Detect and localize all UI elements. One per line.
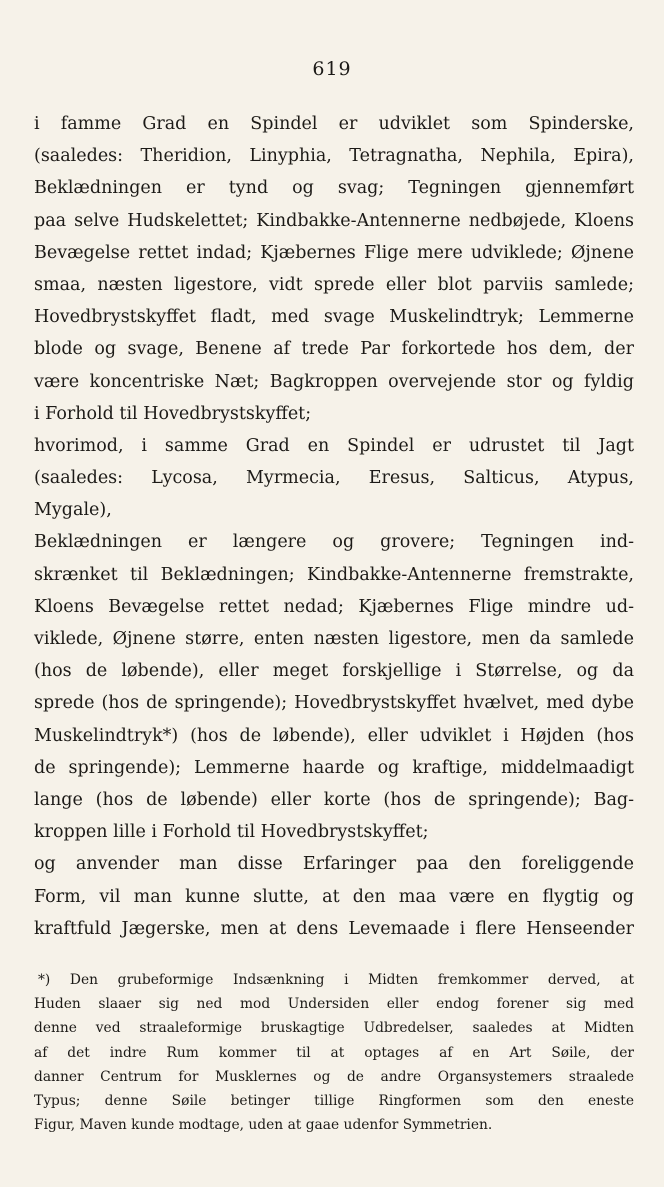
footnote-line: *) Den grubeformige Indsænkning i Midten fremkommer derved, at	[38, 972, 634, 988]
body-line: skrænket til Beklædningen; Kindbakke-Antennerne fremstrakte,	[34, 564, 634, 585]
body-line: hvorimod, i samme Grad en Spindel er udrustet til Jagt	[34, 435, 634, 456]
body-line: og anvender man disse Erfaringer paa den foreliggende	[34, 854, 634, 875]
body-text	[34, 108, 634, 945]
footnote-line: Huden slaaer sig ned mod Undersiden eller endog forener sig med	[34, 996, 634, 1013]
body-line: Bevægelse rettet indad; Kjæbernes Flige mere udviklede; Øjnene	[34, 242, 634, 263]
body-line: Hovedbrystskyffet fladt, med svage Muskelindtryk; Lemmerne	[34, 307, 634, 328]
body-line: (hos de løbende), eller meget forskjellige i Størrelse, og da	[34, 661, 634, 682]
body-line: Beklædningen er tynd og svag; Tegningen gjennemført	[34, 178, 634, 199]
body-line: være koncentriske Næt; Bagkroppen overvejende stor og fyldig	[34, 371, 634, 392]
body-line: i famme Grad en Spindel er udviklet som Spinderske,	[34, 114, 634, 134]
body-line: Muskelindtryk*) (hos de løbende), eller udviklet i Højden (hos	[34, 725, 634, 746]
body-line: Kloens Bevægelse rettet nedad; Kjæbernes Flige mindre ud-	[34, 596, 634, 617]
body-line: kraftfuld Jægerske, men at dens Levemaade i flere Henseender	[34, 918, 634, 939]
body-line: viklede, Øjnene større, enten næsten ligestore, men da samlede	[34, 629, 634, 649]
page-number: 619	[312, 58, 352, 80]
body-line: sprede (hos de springende); Hovedbrystskyffet hvælvet, med dybe	[34, 693, 634, 714]
body-line: smaa, næsten ligestore, vidt sprede eller blot parviis samlede;	[34, 274, 634, 295]
footnote	[34, 968, 634, 1137]
footnote-line: denne ved straaleformige bruskagtige Udbredelser, saaledes at Midten	[34, 1020, 634, 1037]
body-line: Beklædningen er længere og grovere; Tegningen ind-	[34, 532, 634, 553]
body-line: (saaledes: Theridion, Linyphia, Tetragnatha, Nephila, Epira),	[34, 146, 634, 167]
footnote-line: Figur, Maven kunde modtage, uden at gaae udenfor Symmetrien.	[34, 1117, 493, 1134]
body-line: blode og svage, Benene af trede Par forkortede hos dem, der	[34, 339, 634, 360]
body-line: (saaledes: Lycosa, Myrmecia, Eresus, Salticus, Atypus,	[34, 468, 634, 489]
body-line: de springende); Lemmerne haarde og kraftige, middelmaadigt	[34, 757, 634, 778]
body-line: Mygale),	[34, 500, 112, 521]
body-line: Form, vil man kunne slutte, at den maa være en flygtig og	[34, 886, 634, 907]
body-line: i Forhold til Hovedbrystskyffet;	[34, 403, 312, 424]
footnote-line: Typus; denne Søile betinger tillige Ringformen som den eneste	[34, 1092, 634, 1109]
footnote-line: danner Centrum for Musklernes og de andre Organsystemers straalede	[34, 1068, 634, 1085]
body-line: paa selve Hudskelettet; Kindbakke-Antennerne nedbøjede, Kloens	[34, 210, 634, 231]
body-line: kroppen lille i Forhold til Hovedbrystskyffet;	[34, 822, 429, 843]
footnote-line: af det indre Rum kommer til at optages af en Art Søile, der	[34, 1044, 634, 1061]
body-line: lange (hos de løbende) eller korte (hos de springende); Bag-	[34, 789, 634, 810]
